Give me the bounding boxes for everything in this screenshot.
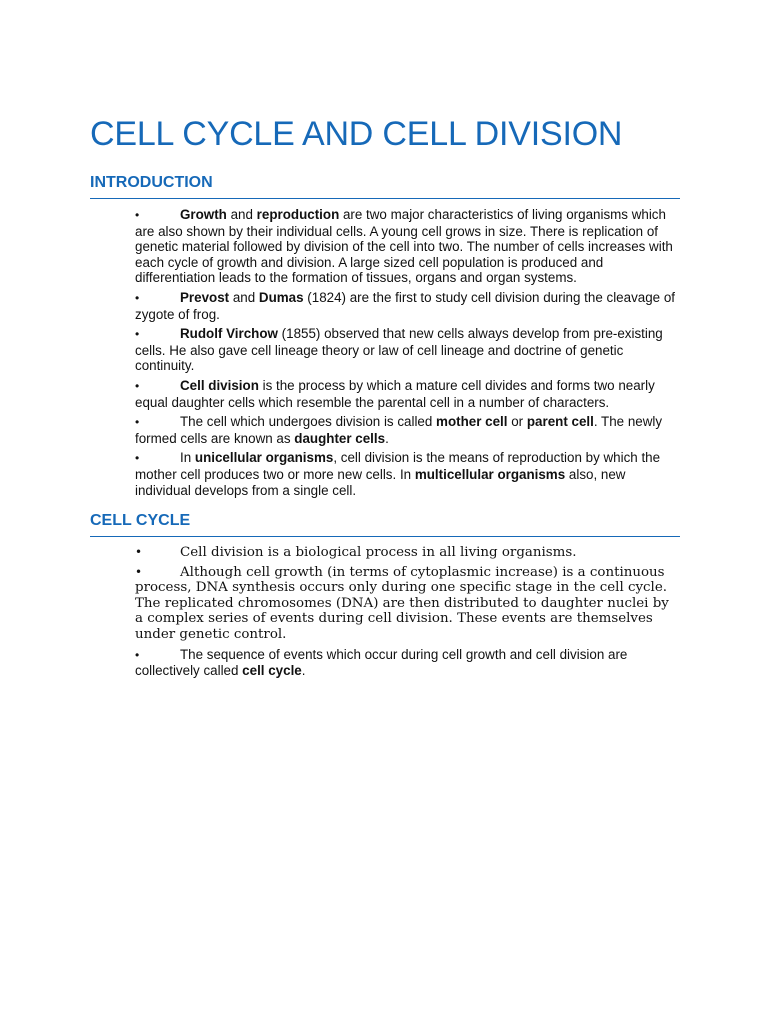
bullet-icon: • bbox=[135, 564, 143, 579]
list-item: • Rudolf Virchow (1855) observed that new cells always develop from pre-existing cells. He also gave cell lineage theory or law of cell lineage and doctrine of genetic continuity. bbox=[135, 326, 663, 374]
list-item: • Cell division is a biological process in all living organisms. bbox=[135, 545, 577, 561]
bold-term: Rudolf Virchow bbox=[180, 326, 278, 342]
list-item: • In unicellular organisms, cell division is the means of reproduction by which the mother cell produces two or more new cells. In multicellular organisms also, new individual develops from a single cell. bbox=[135, 450, 661, 498]
list-item: • Cell division is the process by which a mature cell divides and forms two nearly equal daughter cells which resemble the parental cell in a number of characters. bbox=[135, 377, 655, 410]
introduction-list bbox=[90, 207, 680, 498]
bold-term: Cell division bbox=[180, 377, 259, 393]
bold-term: mother cell bbox=[436, 414, 508, 430]
bullet-icon: • bbox=[135, 545, 143, 560]
list-item: • The sequence of events which occur during cell growth and cell division are collectively called cell cycle. bbox=[135, 646, 628, 679]
bullet-icon: • bbox=[135, 415, 140, 430]
bold-term: parent cell bbox=[526, 414, 594, 430]
bullet-icon: • bbox=[135, 290, 140, 305]
list-item: • Prevost and Dumas (1824) are the first to study cell division during the cleavage of zygote of frog. bbox=[135, 289, 675, 322]
list-item: • Growth and reproduction are two major characteristics of living organisms which are also shown by their individual cells. A young cell grows in size. There is replication of genetic material followed by division of the cell into two. The number of cells increases with each cycle of growth and division. A large sized cell population is produced and differentiation leads to the formation of tissues, organs and organ systems. bbox=[135, 207, 673, 286]
document-title: CELL CYCLE AND CELL DIVISION bbox=[90, 115, 623, 153]
cell-cycle-list bbox=[90, 545, 680, 679]
bullet-icon: • bbox=[135, 208, 140, 222]
bold-term: multicellular organisms bbox=[414, 466, 566, 482]
document-page bbox=[90, 110, 680, 683]
bullet-icon: • bbox=[135, 451, 140, 466]
list-item: • Although cell growth (in terms of cytoplasmic increase) is a continuous process, DNA synthesis occurs only during one specific stage in the cell cycle. The replicated chromosomes (DNA) are then distributed to daughter nuclei by a complex series of events during cell division. These events are themselves under genetic control. bbox=[135, 564, 669, 643]
section-heading-cell-cycle: CELL CYCLE bbox=[90, 512, 680, 537]
bullet-icon: • bbox=[135, 647, 140, 662]
bold-term: unicellular organisms bbox=[194, 450, 334, 466]
bullet-icon: • bbox=[135, 378, 140, 393]
section-heading-introduction: INTRODUCTION bbox=[90, 174, 680, 199]
bold-term: reproduction bbox=[256, 207, 340, 222]
bold-term: Growth bbox=[180, 207, 227, 222]
bold-term: Dumas bbox=[258, 289, 304, 305]
bullet-icon: • bbox=[135, 327, 140, 342]
bold-term: daughter cells bbox=[294, 430, 386, 446]
list-item: • The cell which undergoes division is called mother cell or parent cell. The newly formed cells are known as daughter cells. bbox=[135, 414, 663, 446]
bold-term: Prevost bbox=[180, 289, 230, 305]
bold-term: cell cycle bbox=[242, 663, 302, 679]
